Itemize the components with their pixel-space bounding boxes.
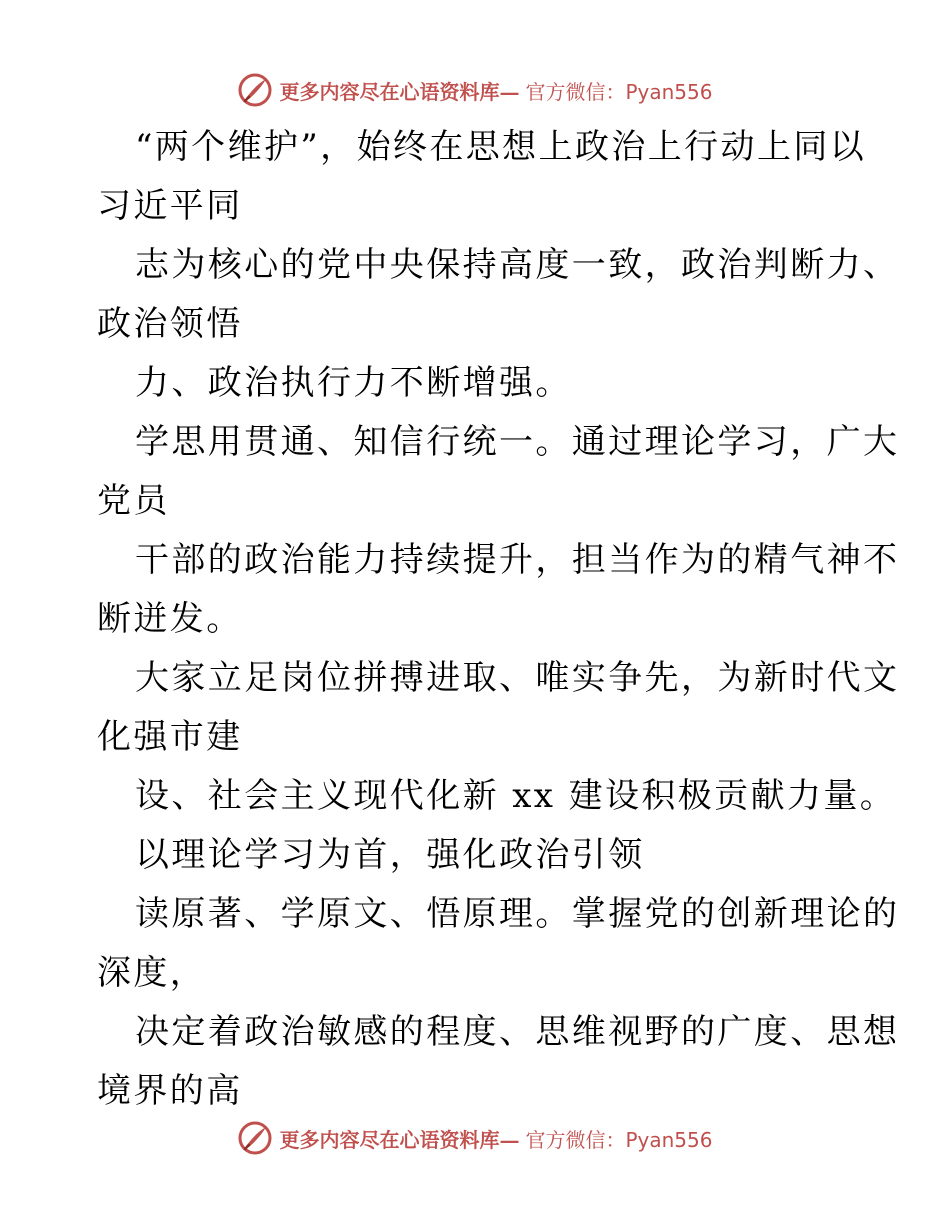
text-line: 决定着政治敏感的程度、思维视野的广度、思想	[135, 1012, 900, 1052]
quill-pen-logo-icon	[237, 1120, 273, 1156]
text-line: 力、政治执行力不断增强。	[135, 363, 572, 403]
text-line: “两个维护”，始终在思想上政治上行动上同以	[135, 127, 867, 167]
watermark-wechat: 官方微信：Pyan556	[525, 79, 713, 104]
document-body	[97, 118, 900, 1121]
text-line: 设、社会主义现代化新 xx 建设积极贡献力量。	[135, 776, 897, 816]
text-line: 干部的政治能力持续提升，担当作为的精气神不	[135, 540, 900, 580]
text-line: 习近平同	[97, 186, 243, 226]
text-line: 深度，	[97, 953, 207, 993]
footer-watermark	[0, 1116, 950, 1160]
text-line: 断迸发。	[97, 599, 243, 639]
text-line: 党员	[97, 481, 170, 521]
text-line: 读原著、学原文、悟原理。掌握党的创新理论的	[135, 894, 900, 934]
text-line: 政治领悟	[97, 304, 243, 344]
text-line: 志为核心的党中央保持高度一致，政治判断力、	[135, 245, 900, 285]
text-line: 境界的高	[97, 1071, 243, 1111]
section-heading: 以理论学习为首，强化政治引领	[135, 835, 645, 875]
text-line: 化强市建	[97, 717, 243, 757]
header-watermark	[0, 68, 950, 112]
text-line: 学思用贯通、知信行统一。通过理论学习，广大	[135, 422, 900, 462]
watermark-wechat: 官方微信：Pyan556	[525, 1127, 713, 1152]
watermark-text: 更多内容尽在心语资料库—	[279, 79, 520, 104]
text-line: 大家立足岗位拼搏进取、唯实争先，为新时代文	[135, 658, 900, 698]
quill-pen-logo-icon	[237, 72, 273, 108]
watermark-text: 更多内容尽在心语资料库—	[279, 1127, 520, 1152]
